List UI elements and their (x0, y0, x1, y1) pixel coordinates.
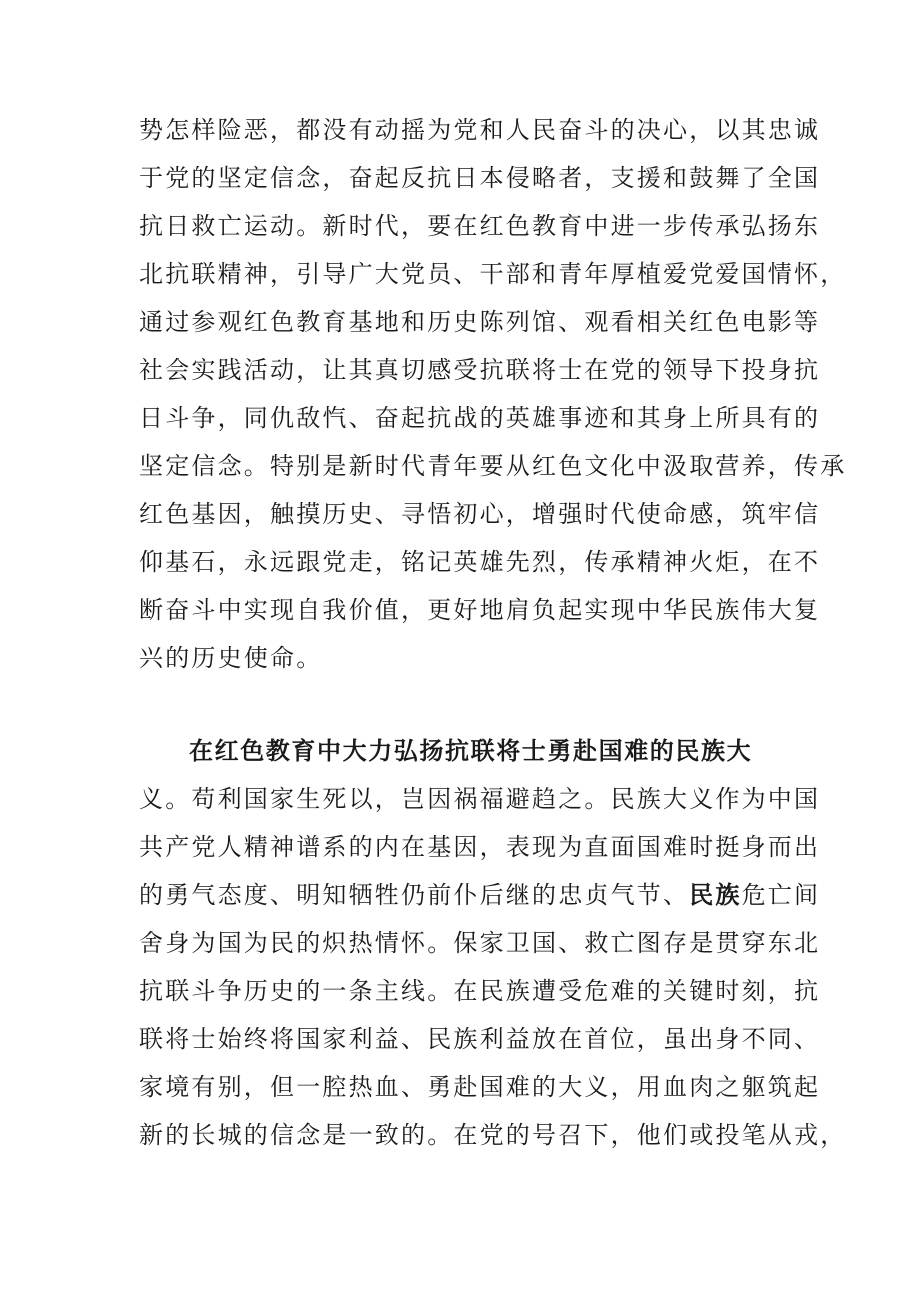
paragraph-1-line: 北抗联精神，引导广大党员、干部和青年厚植爱党爱国情怀， (139, 260, 847, 288)
paragraph-1-line: 红色基因，触摸历史、寻悟初心，增强时代使命感，筑牢信 (139, 500, 821, 528)
bold-term: 民族 (689, 881, 742, 909)
paragraph-1-line: 通过参观红色教育基地和历史陈列馆、观看相关红色电影等 (139, 308, 821, 336)
paragraph-1-line: 坚定信念。特别是新时代青年要从红色文化中汲取营养，传承 (139, 452, 847, 480)
paragraph-2-line: 抗联斗争历史的一条主线。在民族遭受危难的关键时刻，抗 (139, 977, 821, 1005)
paragraph-1-line: 断奋斗中实现自我价值，更好地肩负起实现中华民族伟大复 (139, 596, 821, 624)
paragraph-1-line: 兴的历史使命。 (139, 644, 323, 672)
paragraph-2-line: 新的长城的信念是一致的。在党的号召下，他们或投笔从戎， (139, 1121, 847, 1149)
paragraph-2-line: 家境有别，但一腔热血、勇赴国难的大义，用血肉之躯筑起 (139, 1073, 821, 1101)
paragraph-1-line: 日斗争，同仇敌忾、奋起抗战的英雄事迹和其身上所具有的 (139, 404, 821, 432)
paragraph-2-line: 舍身为国为民的炽热情怀。保家卫国、救亡图存是贯穿东北 (139, 929, 821, 957)
paragraph-2-line (139, 875, 820, 915)
paragraph-2-line: 共产党人精神谱系的内在基因，表现为直面国难时挺身而出 (139, 833, 821, 861)
paragraph-1-line: 势怎样险恶，都没有动摇为党和人民奋斗的决心，以其忠诚 (139, 116, 821, 144)
paragraph-2-line: 联将士始终将国家利益、民族利益放在首位，虽出身不同、 (139, 1025, 821, 1053)
paragraph-1-line: 仰基石，永远跟党走，铭记英雄先烈，传承精神火炬，在不 (139, 548, 821, 576)
section-heading: 在红色教育中大力弘扬抗联将士勇赴国难的民族大 (189, 737, 753, 765)
paragraph-1-line: 抗日救亡运动。新时代，要在红色教育中进一步传承弘扬东 (139, 212, 821, 240)
paragraph-1-line: 社会实践活动，让其真切感受抗联将士在党的领导下投身抗 (139, 356, 821, 384)
line-text: 危亡间 (741, 881, 821, 909)
paragraph-2-line: 义。苟利国家生死以，岂因祸福避趋之。民族大义作为中国 (139, 785, 821, 813)
paragraph-1-line: 于党的坚定信念，奋起反抗日本侵略者，支援和鼓舞了全国 (139, 164, 821, 192)
line-text: 的勇气态度、明知牺牲仍前仆后继的忠贞气节、 (139, 881, 690, 909)
